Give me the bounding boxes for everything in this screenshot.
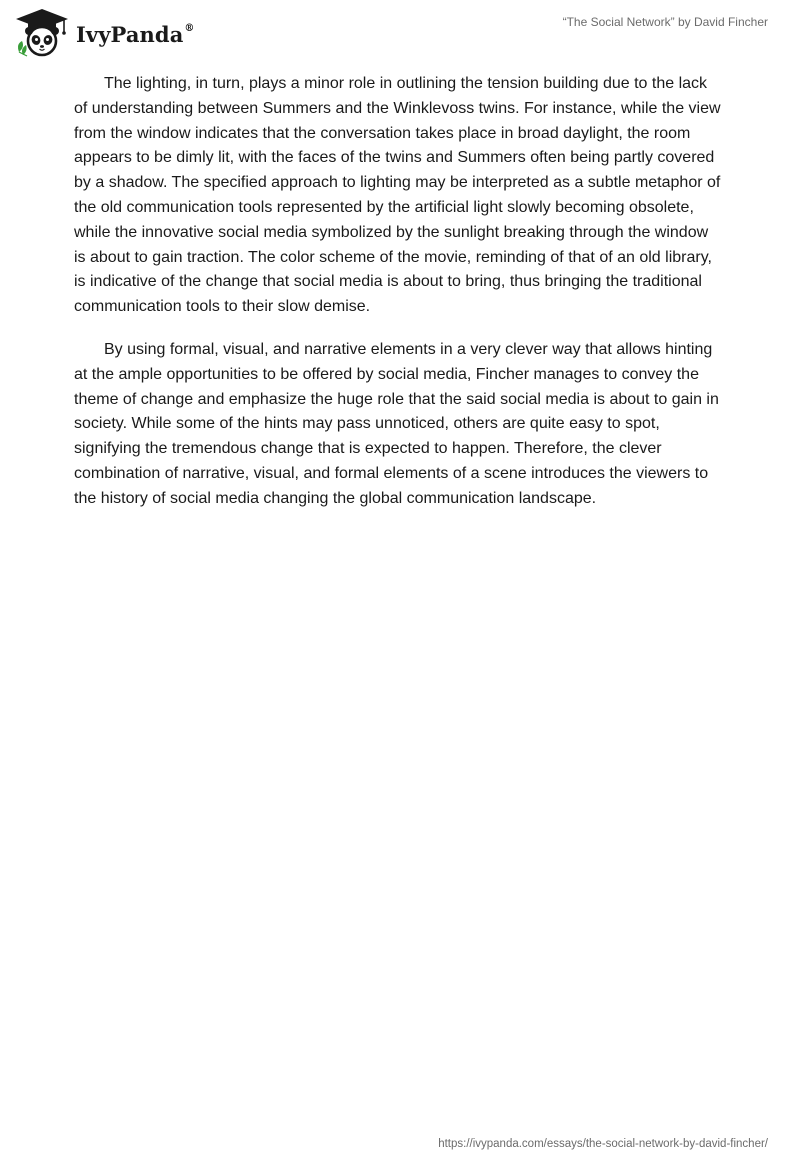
paragraph: By using formal, visual, and narrative elements in a very clever way that allows hinting at the ample opportunities to be offered by social media, Fincher manages to convey the theme of change and emphasize the huge role that the said social media is about to gain in society. While some of the hints may pass unnoticed, others are quite easy to spot, signifying the tremendous change that is expected to happen. Therefore, the clever combination of narrative, visual, and formal elements of a scene introduces the viewers to the history of social media changing the global communication landscape. [74,340,719,507]
logo-wordmark [76,22,195,47]
essay-body [74,72,722,530]
ivypanda-logo[interactable] [14,8,195,58]
source-url-link[interactable]: https://ivypanda.com/essays/the-social-network-by-david-fincher/ [438,1138,768,1150]
paragraph: The lighting, in turn, plays a minor role in outlining the tension building due to the lack of understanding between Summers and the Winklevoss twins. For instance, while the view from the window indicates that the conversation takes place in broad daylight, the room appears to be dimly lit, with the faces of the twins and Summers often being partly covered by a shadow. The specified approach to lighting may be interpreted as a subtle metaphor of the old communication tools represented by the artificial light slowly becoming obsolete, while the innovative social media symbolized by the sunlight breaking through the window is about to gain traction. The color scheme of the movie, reminding of that of an old library, is indicative of the change that social media is about to bring, thus bringing the traditional communication tools to their slow demise. [74,75,721,316]
logo-text: IvyPanda [76,21,184,47]
page-header [0,0,800,64]
logo-trademark: ® [184,22,195,34]
panda-graduate-logo-icon [14,8,70,58]
running-title: “The Social Network” by David Fincher [562,15,768,29]
